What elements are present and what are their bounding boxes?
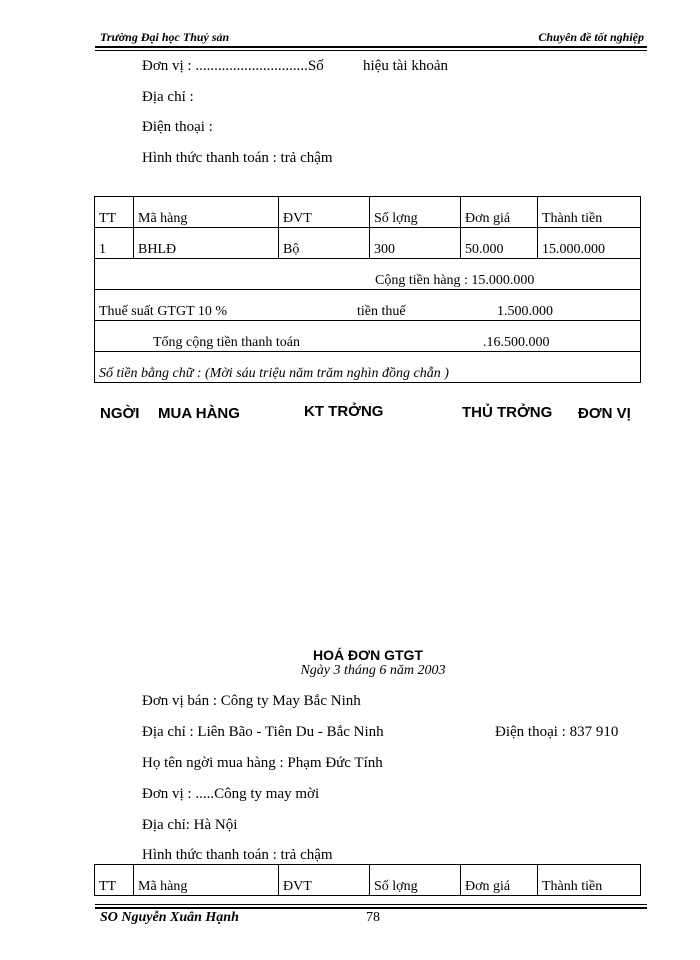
payment-line-2: Hình thức thanh toán : trả chậm (142, 847, 333, 863)
cell-don-gia: 50.000 (461, 228, 538, 259)
invoice-table-2 (94, 864, 641, 896)
total-label: Tổng cộng tiền thanh toán (153, 335, 300, 350)
tax-label: Thuế suất GTGT 10 % (99, 304, 228, 319)
tax-mid: tiền thuế (357, 304, 406, 319)
buyer-line: Họ tên ngời mua hàng : Phạm Đức Tính (142, 755, 383, 771)
header-left: Trường Đại học Thuỷ sản (100, 30, 230, 44)
col-ma-hang: Mã hàng (134, 197, 279, 228)
page-number: 78 (366, 910, 380, 925)
total-row (95, 321, 641, 352)
invoice-table-1 (94, 196, 641, 383)
cell-tt: 1 (95, 228, 134, 259)
col-so-luong: Số lợng (370, 865, 461, 896)
col-so-luong: Số lợng (370, 197, 461, 228)
table-header-row (95, 197, 641, 228)
total-cell (95, 321, 641, 352)
col-thanh-tien: Thành tiền (538, 197, 641, 228)
col-dvt: ĐVT (279, 865, 370, 896)
col-don-gia: Đơn giá (461, 865, 538, 896)
unit-line: Đơn vị : ..............................Số (142, 58, 324, 74)
col-tt: TT (95, 865, 134, 896)
phone-line: Điện thoại : (142, 119, 213, 135)
cell-thanh-tien: 15.000.000 (538, 228, 641, 259)
sig-ngoi: NGỜI (100, 405, 140, 422)
words-row (95, 352, 641, 383)
payment-line: Hình thức thanh toán : trả chậm (142, 150, 333, 166)
table-row (95, 228, 641, 259)
invoice-title: HOÁ ĐƠN GTGT (313, 647, 423, 663)
buyer-address: Địa chỉ: Hà Nội (142, 817, 238, 833)
tax-cell (95, 290, 641, 321)
address-line: Địa chỉ : (142, 89, 194, 105)
account-label: hiệu tài khoản (363, 58, 448, 74)
cell-ma-hang: BHLĐ (134, 228, 279, 259)
header-rule-thin (95, 50, 647, 51)
tax-row (95, 290, 641, 321)
sig-thu-truong: THỦ TRỞNG (462, 404, 553, 421)
invoice-date: Ngày 3 tháng 6 năm 2003 (300, 663, 446, 678)
seller-phone: Điện thoại : 837 910 (495, 724, 619, 740)
words-cell: Số tiền bằng chữ : (Mời sáu triệu năm trăm nghìn đồng chẵn ) (95, 352, 641, 383)
subtotal-cell: Cộng tiền hàng : 15.000.000 (95, 259, 641, 290)
header-right: Chuyên đề tốt nghiệp (538, 30, 644, 44)
footer-rule (95, 907, 647, 909)
seller-address: Địa chỉ : Liên Bão - Tiên Du - Bắc Ninh (142, 724, 384, 740)
col-dvt: ĐVT (279, 197, 370, 228)
header-rule (95, 46, 647, 48)
cell-dvt: Bộ (279, 228, 370, 259)
tax-value: 1.500.000 (497, 304, 553, 319)
col-ma-hang: Mã hàng (134, 865, 279, 896)
sig-mua-hang: MUA HÀNG (158, 405, 240, 422)
footer-author: SO Nguyễn Xuân Hạnh (100, 910, 239, 925)
sig-kt-truong: KT TRỞNG (304, 403, 384, 420)
cell-so-luong: 300 (370, 228, 461, 259)
col-thanh-tien: Thành tiền (538, 865, 641, 896)
sig-don-vi: ĐƠN VỊ (578, 405, 631, 422)
footer-rule-thin (95, 904, 647, 905)
col-don-gia: Đơn giá (461, 197, 538, 228)
table-header-row (95, 865, 641, 896)
buyer-unit: Đơn vị : .....Công ty may mời (142, 786, 320, 802)
subtotal-row (95, 259, 641, 290)
seller-line: Đơn vị bán : Công ty May Bắc Ninh (142, 693, 361, 709)
col-tt: TT (95, 197, 134, 228)
total-value: .16.500.000 (483, 335, 550, 350)
